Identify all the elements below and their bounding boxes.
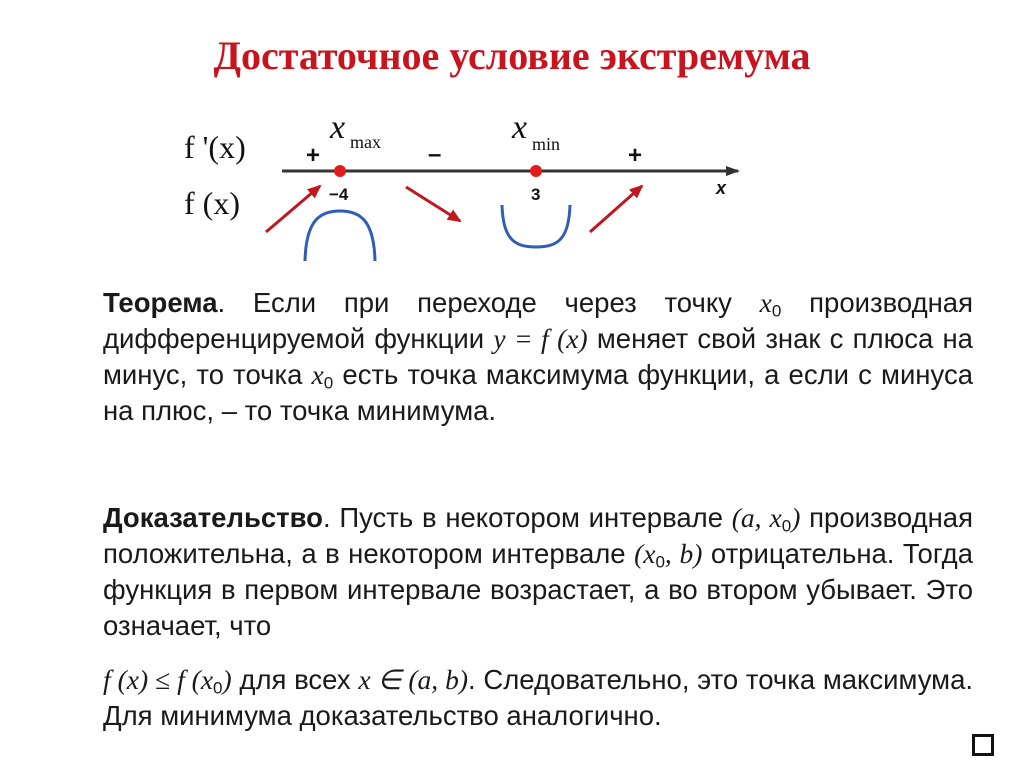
proof-text-2: производная положительна, а в некотором интервале [103, 502, 973, 569]
theorem-text-3: меняет свой знак с плюса на минус, то точка [103, 323, 973, 390]
axis-x-label: x [716, 178, 727, 198]
theorem-function: y = f (x) [493, 323, 588, 354]
xmax-subscript: max [350, 132, 381, 152]
proof-interval-2-close: , b) [664, 538, 703, 569]
xmax-label: x [330, 109, 346, 146]
min-point [530, 165, 542, 177]
proof-interval-1-close: ) [791, 502, 801, 533]
inequality-right: ) [222, 664, 232, 695]
sign-right: + [628, 142, 643, 169]
theorem-heading: Теорема [103, 287, 218, 318]
sign-chart-diagram [0, 0, 1024, 290]
proof-domain: x ∈ (a, b) [358, 664, 469, 695]
function-label: f (x) [184, 185, 240, 221]
minimum-arc [502, 205, 570, 247]
theorem-paragraph [103, 285, 973, 429]
proof-paragraph [103, 500, 973, 644]
proof-text-5: . Следовательно, это точка максимума. Для минимума доказательство аналогично. [103, 664, 973, 731]
proof-interval-1: (a, x [731, 502, 782, 533]
proof-text-4: для всех [231, 664, 359, 695]
proof-text-1: . Пусть в некотором интервале [322, 502, 732, 533]
slide-title: Достаточное условие экстремума [213, 33, 811, 78]
proof-interval-2: (x [634, 538, 656, 569]
theorem-text-4: есть точка максимума функции, а если с минуса на плюс, – то точка минимума. [103, 359, 973, 426]
proof-conclusion [103, 662, 973, 734]
max-point-value: −4 [329, 185, 349, 204]
theorem-x0: x [759, 287, 772, 318]
decreasing-arrow [406, 187, 460, 221]
proof-interval-2-sub: 0 [655, 552, 665, 572]
min-point-value: 3 [531, 185, 541, 204]
increasing-arrow-right [590, 186, 642, 232]
derivative-label: f '(x) [184, 129, 246, 165]
theorem-text-1: . Если при переходе через точку [217, 287, 760, 318]
maximum-arc [305, 211, 375, 261]
proof-interval-1-sub: 0 [781, 516, 792, 536]
sign-middle: – [428, 141, 442, 168]
max-point [334, 165, 346, 177]
xmin-subscript: min [532, 134, 561, 154]
proof-text-3: отрицательна. Тогда функция в первом интервале возрастает, а во втором убывает. Это означает, что [103, 538, 973, 641]
inequality-left: f (x) ≤ f (x [103, 664, 214, 695]
theorem-x0-sub: 0 [771, 301, 782, 321]
theorem-x0-2-sub: 0 [323, 373, 334, 393]
theorem-x0-2: x [311, 359, 324, 390]
proof-heading: Доказательство [103, 502, 323, 533]
sign-left: + [306, 142, 321, 169]
theorem-text-2: производная дифференцируемой функции [103, 287, 973, 354]
xmin-label: x [512, 109, 528, 146]
end-of-proof-square [972, 734, 994, 756]
inequality-sub: 0 [213, 678, 223, 698]
